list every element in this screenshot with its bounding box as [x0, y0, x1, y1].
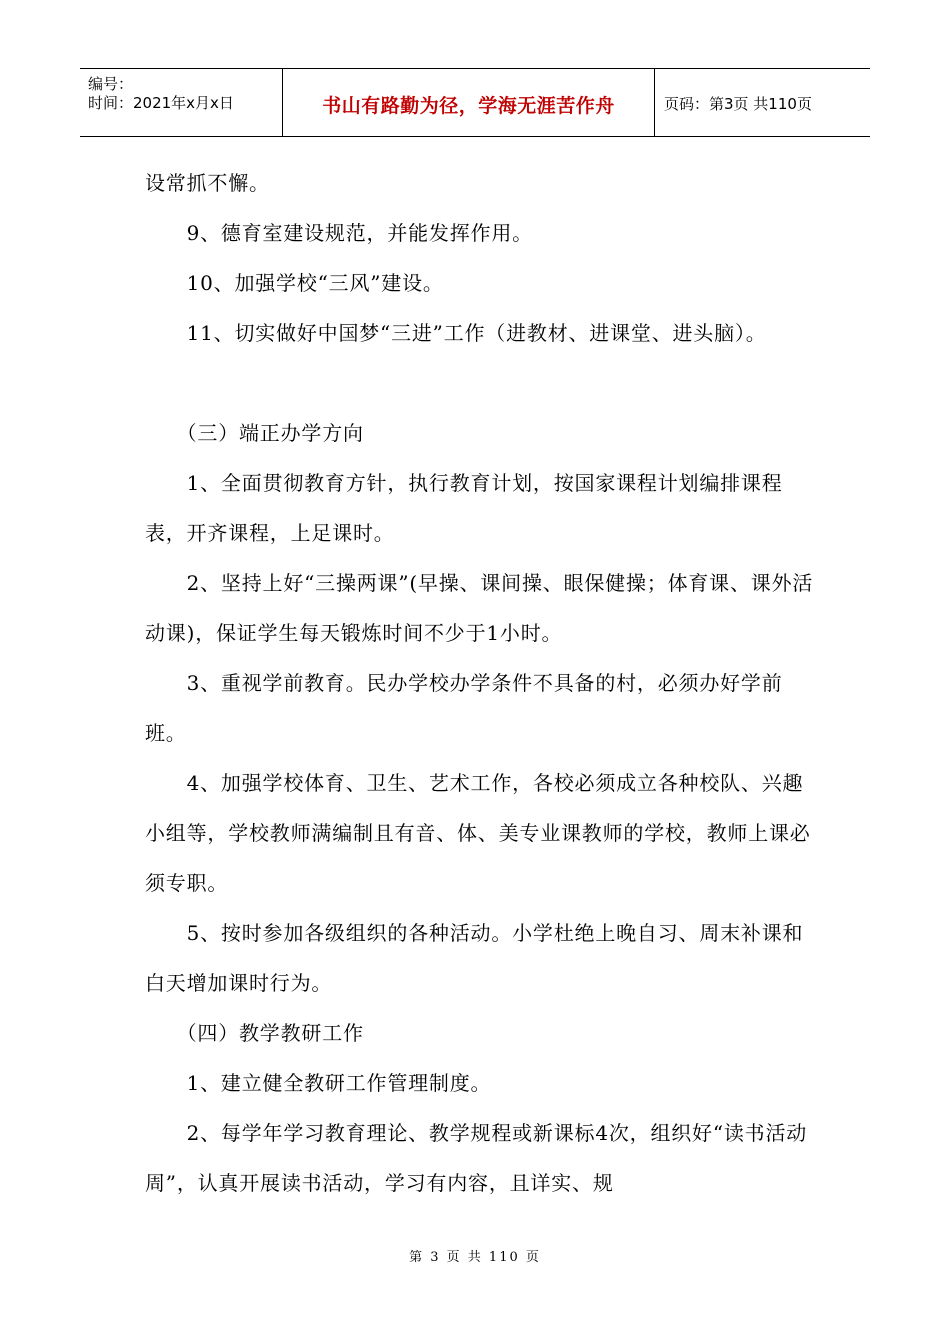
header-meta	[88, 75, 234, 113]
paragraph: 1、建立健全教研工作管理制度。	[145, 1071, 492, 1095]
paragraph: 10、加强学校“三风”建设。	[145, 271, 444, 295]
page-header	[80, 68, 870, 137]
paragraph: 设常抓不懈。	[145, 171, 270, 195]
paragraph: 4、加强学校体育、卫生、艺术工作，各校必须成立各种校队、兴趣小组等，学校教师满编制且有音、体、美专业课教师的学校，教师上课必须专职。	[145, 771, 811, 895]
paragraph: 11、切实做好中国梦“三进”工作（进教材、进课堂、进头脑）。	[145, 321, 767, 345]
section-heading: （四）教学教研工作	[145, 1021, 364, 1045]
header-divider	[654, 69, 655, 136]
page-footer: 第 3 页 共 110 页	[409, 1250, 541, 1265]
paragraph: 2、坚持上好“三操两课”(早操、课间操、眼保健操；体育课、课外活动课)，保证学生每天锻炼时间不少于1小时。	[145, 571, 814, 645]
paragraph: 5、按时参加各级组织的各种活动。小学杜绝上晚自习、周末补课和白天增加课时行为。	[145, 921, 804, 995]
paragraph: 2、每学年学习教育理论、教学规程或新课标4次，组织好“读书活动周”，认真开展读书活动，学习有内容，且详实、规	[145, 1121, 808, 1195]
section-heading: （三）端正办学方向	[145, 421, 364, 445]
paragraph: 9、德育室建设规范，并能发挥作用。	[145, 221, 533, 245]
paragraph: 3、重视学前教育。民办学校办学条件不具备的村，必须办好学前班。	[145, 671, 783, 745]
document-number-label: 编号：	[88, 75, 134, 93]
document-date: 时间：2021年x月x日	[88, 94, 234, 112]
header-motto: 书山有路勤为径，学海无涯苦作舟	[322, 95, 615, 117]
header-page-info: 页码：第3页 共110页	[664, 95, 812, 113]
paragraph: 1、全面贯彻教育方针，执行教育计划，按国家课程计划编排课程表，开齐课程，上足课时。	[145, 471, 783, 545]
